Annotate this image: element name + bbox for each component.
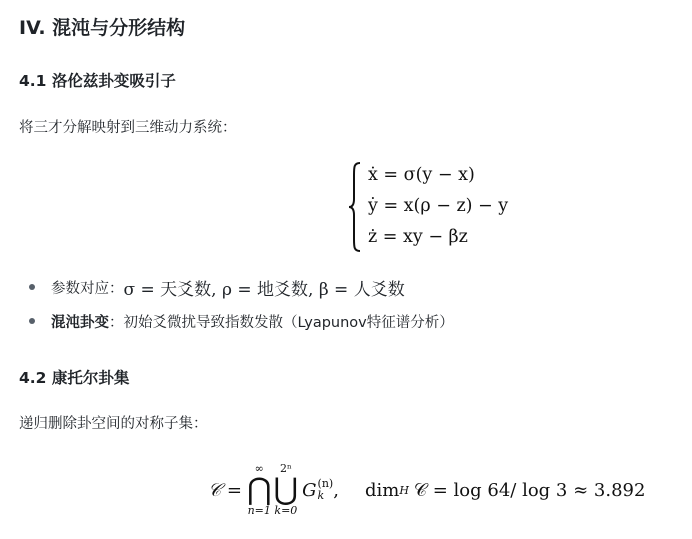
- union-operator: [274, 463, 299, 517]
- lorenz-equation-system: [348, 160, 508, 253]
- union-upper-limit: 2ⁿ: [279, 462, 292, 475]
- chaos-description: 初始爻微扰导致指数发散（Lyapunov特征谱分析）: [123, 314, 454, 331]
- param-mapping-formula: σ = 天爻数, ρ = 地爻数, β = 人爻数: [123, 279, 405, 300]
- intersection-upper-limit: ∞: [254, 462, 264, 475]
- intersection-symbol: ⋂: [246, 472, 272, 507]
- chaos-label: 混沌卦变: [51, 314, 109, 331]
- list-item: [19, 270, 679, 304]
- dimension-subscript: H: [399, 483, 409, 497]
- subsection-title-lorenz: 4.1 洛伦兹卦变吸引子: [19, 72, 176, 90]
- intersection-lower-limit: n=1: [247, 504, 271, 517]
- formula-term: G: [302, 479, 317, 501]
- param-label: 参数对应：: [51, 280, 124, 297]
- formula-lhs: 𝒞 =: [208, 479, 242, 501]
- union-lower-limit: k=0: [274, 504, 298, 517]
- dimension-value: 𝒞 = log 64/ log 3 ≈ 3.892: [413, 479, 646, 501]
- subsection-title-cantor: 4.2 康托尔卦集: [19, 369, 130, 387]
- formula-separator: ,: [333, 479, 339, 501]
- chaos-separator: ：: [109, 314, 124, 331]
- cantor-intro-text: 递归删除卦空间的对称子集：: [19, 416, 208, 432]
- dimension-label: dim: [364, 479, 400, 501]
- formula-term-sup: (n): [317, 477, 334, 490]
- cantor-set-formula: [208, 452, 645, 528]
- union-symbol: ⋃: [273, 472, 299, 507]
- lorenz-intro-text: 将三才分解映射到三维动力系统：: [19, 120, 237, 136]
- equation-x-dot: ẋ = σ(y − x): [368, 165, 475, 185]
- lorenz-bullet-list: [19, 270, 679, 338]
- intersection-operator: [247, 463, 272, 517]
- section-title: IV. 混沌与分形结构: [19, 17, 186, 39]
- formula-term-sub: k: [317, 489, 325, 502]
- left-brace-icon: [348, 161, 362, 253]
- equation-z-dot: ż = xy − βz: [368, 227, 468, 247]
- bullet-dot-icon: [29, 318, 35, 324]
- equation-y-dot: ẏ = x(ρ − z) − y: [368, 196, 509, 216]
- bullet-dot-icon: [29, 284, 35, 290]
- list-item: [19, 304, 679, 338]
